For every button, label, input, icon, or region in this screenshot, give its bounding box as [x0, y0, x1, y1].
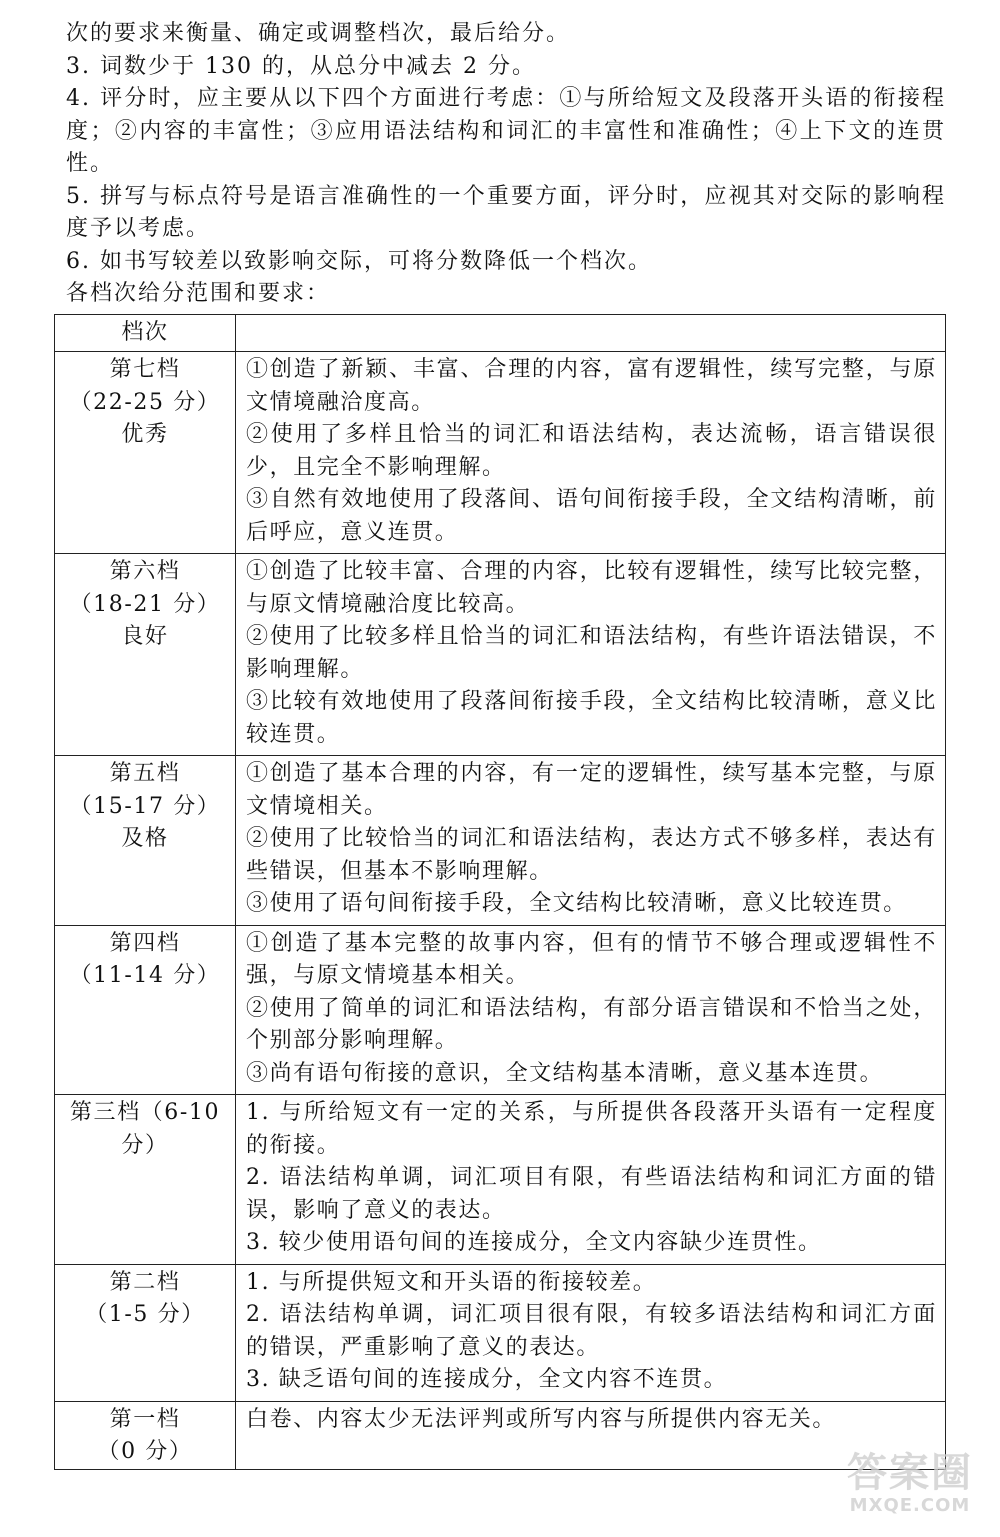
level-name: 第四档 — [109, 930, 181, 956]
desc-item: ②使用了比较恰当的词汇和语法结构，表达方式不够多样，表达有些错误，但基本不影响理解。 — [246, 826, 937, 884]
desc-cell — [236, 925, 946, 1095]
table-row — [55, 1264, 946, 1401]
desc-item: ②使用了比较多样且恰当的词汇和语法结构，有些许语法错误，不影响理解。 — [246, 624, 937, 682]
level-cell — [55, 756, 236, 926]
level-cell — [55, 1264, 236, 1401]
table-row — [55, 756, 946, 926]
desc-cell — [236, 554, 946, 756]
desc-item: ③使用了语句间衔接手段，全文结构比较清晰，意义比较连贯。 — [246, 891, 907, 916]
level-range: （18-21 分） — [69, 591, 221, 617]
level-cell — [55, 1401, 236, 1469]
level-cell — [55, 554, 236, 756]
table-row — [55, 1401, 946, 1469]
level-label: 良好 — [121, 624, 169, 649]
desc-item: ②使用了多样且恰当的词汇和语法结构，表达流畅，语言错误很少，且完全不影响理解。 — [246, 422, 937, 480]
site-watermark-logo — [830, 1451, 990, 1531]
intro-line: 次的要求来衡量、确定或调整档次，最后给分。 — [66, 21, 571, 46]
table-header-row — [55, 315, 946, 352]
desc-item: ①创造了基本合理的内容，有一定的逻辑性，续写基本完整，与原文情境相关。 — [246, 761, 937, 819]
level-name: 第六档 — [109, 559, 181, 584]
desc-item: 1. 与所提供短文和开头语的衔接较差。 — [246, 1269, 657, 1295]
desc-item: ②使用了简单的词汇和语法结构，有部分语言错误和不恰当之处，个别部分影响理解。 — [246, 995, 937, 1053]
level-name: 第二档 — [109, 1269, 181, 1295]
desc-item: 2. 语法结构单调，词汇项目有限，有些语法结构和词汇方面的错误，影响了意义的表达。 — [246, 1165, 937, 1223]
table-row — [55, 1095, 946, 1265]
desc-item: ①创造了新颖、丰富、合理的内容，富有逻辑性，续写完整，与原文情境融洽度高。 — [246, 357, 937, 415]
desc-item: ③自然有效地使用了段落间、语句间衔接手段，全文结构清晰，前后呼应，意义连贯。 — [246, 487, 937, 545]
desc-item: 3. 较少使用语句间的连接成分，全文内容缺少连贯性。 — [246, 1230, 822, 1255]
intro-section — [66, 18, 946, 311]
watermark-top-text: 答案圈 — [847, 1450, 973, 1496]
header-desc-cell — [236, 315, 946, 352]
intro-line: 6. 如书写较差以致影响交际，可将分数降低一个档次。 — [66, 248, 652, 274]
desc-cell — [236, 1095, 946, 1265]
intro-line: 各档次给分范围和要求： — [66, 281, 331, 306]
level-range: （1-5 分） — [85, 1302, 205, 1327]
desc-item: 白卷、内容太少无法评判或所写内容与所提供内容无关。 — [246, 1406, 837, 1432]
level-cell — [55, 1095, 236, 1265]
level-name: 第一档 — [109, 1406, 181, 1432]
level-cell — [55, 352, 236, 554]
desc-cell — [236, 1264, 946, 1401]
desc-item: ③尚有语句衔接的意识，全文结构基本清晰，意义基本连贯。 — [246, 1060, 884, 1086]
level-range: （11-14 分） — [69, 963, 221, 988]
level-range: （22-25 分） — [69, 389, 221, 415]
desc-item: ③比较有效地使用了段落间衔接手段，全文结构比较清晰，意义比较连贯。 — [246, 689, 937, 747]
intro-line: 3. 词数少于 130 的，从总分中减去 2 分。 — [66, 53, 536, 79]
table-row — [55, 925, 946, 1095]
desc-item: 2. 语法结构单调，词汇项目很有限，有较多语法结构和词汇方面的错误，严重影响了意义的表达。 — [246, 1302, 937, 1360]
level-cell — [55, 925, 236, 1095]
level-name: 第三档（6-10 — [69, 1100, 221, 1125]
watermark-bottom-text: MXQE.COM — [849, 1495, 971, 1516]
desc-item: 3. 缺乏语句间的连接成分，全文内容不连贯。 — [246, 1367, 728, 1392]
level-name: 第五档 — [109, 761, 181, 786]
level-name: 第七档 — [109, 357, 181, 382]
desc-item: ①创造了比较丰富、合理的内容，比较有逻辑性，续写比较完整，与原文情境融洽度比较高。 — [246, 559, 937, 617]
level-range: 分） — [121, 1132, 169, 1158]
table-row — [55, 554, 946, 756]
intro-line: 4. 评分时，应主要从以下四个方面进行考虑：①与所给短文及段落开头语的衔接程度；②内容的丰富性；③应用语法结构和词汇的丰富性和准确性；④上下文的连贯性。 — [66, 86, 946, 176]
level-range: （0 分） — [97, 1439, 193, 1464]
intro-line: 5. 拼写与标点符号是语言准确性的一个重要方面，评分时，应视其对交际的影响程度予以考虑。 — [66, 183, 946, 241]
grading-table — [54, 314, 946, 1470]
desc-item: 1. 与所给短文有一定的关系，与所提供各段落开头语有一定程度的衔接。 — [246, 1100, 937, 1158]
desc-item: ①创造了基本完整的故事内容，但有的情节不够合理或逻辑性不强，与原文情境基本相关。 — [246, 930, 937, 988]
desc-cell — [236, 756, 946, 926]
desc-cell — [236, 352, 946, 554]
level-label: 优秀 — [121, 422, 169, 447]
table-row — [55, 352, 946, 554]
header-level-cell: 档次 — [55, 315, 236, 352]
level-range: （15-17 分） — [69, 793, 221, 819]
level-label: 及格 — [121, 826, 169, 851]
